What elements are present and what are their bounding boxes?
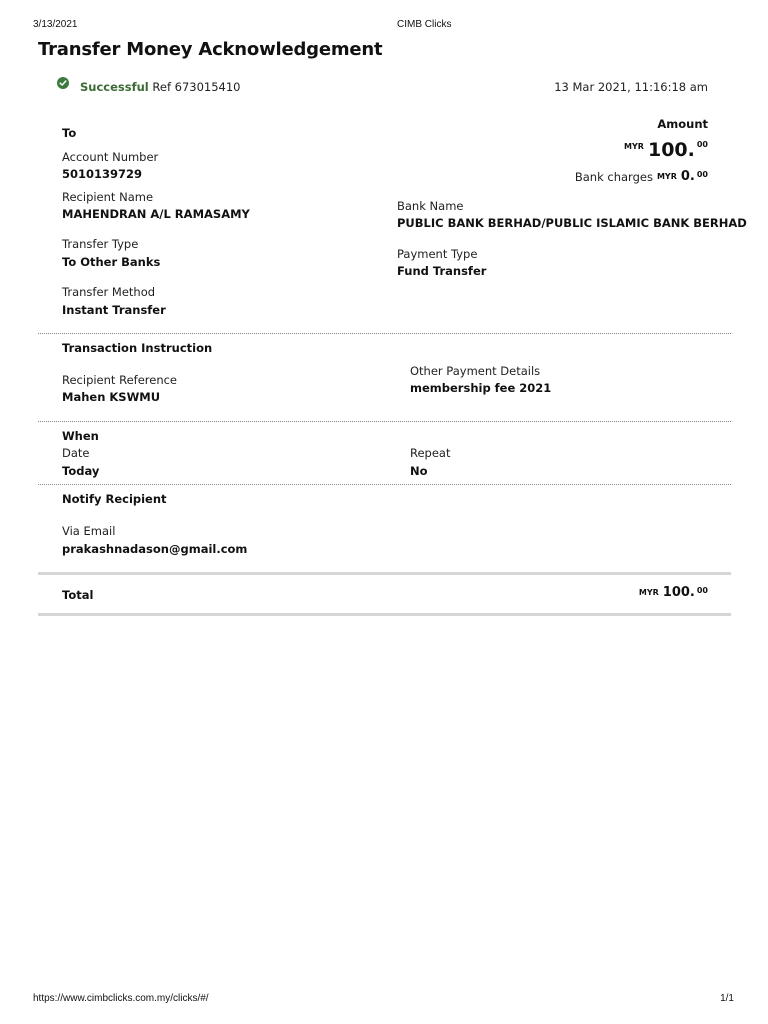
reference-number: Ref 673015410	[152, 80, 241, 94]
print-date: 3/13/2021	[33, 19, 78, 30]
transfer-type-value: To Other Banks	[62, 255, 161, 269]
date-label: Date	[62, 446, 90, 460]
amount-currency: MYR	[624, 142, 644, 151]
amount-cents: 00	[696, 140, 708, 149]
via-email-label: Via Email	[62, 524, 116, 538]
bank-name-value: PUBLIC BANK BERHAD/PUBLIC ISLAMIC BANK BERHAD	[397, 216, 747, 230]
status-badge: Successful	[80, 80, 149, 94]
bank-name-label: Bank Name	[397, 199, 464, 213]
bank-charges-currency: MYR	[656, 172, 677, 181]
repeat-label: Repeat	[410, 446, 451, 460]
total-label: Total	[62, 588, 94, 602]
recipient-name-label: Recipient Name	[62, 190, 154, 204]
transfer-type-label: Transfer Type	[62, 237, 139, 251]
when-heading: When	[62, 429, 99, 443]
instruction-heading: Transaction Instruction	[62, 341, 213, 355]
recipient-email: prakashnadason@gmail.com	[62, 542, 248, 556]
print-page-count: 1/1	[720, 993, 734, 1004]
transfer-method-value: Instant Transfer	[62, 303, 166, 317]
bank-charges-whole: 0.	[680, 169, 695, 184]
total-value	[639, 586, 708, 600]
status-line	[80, 80, 241, 94]
recipient-name-value: MAHENDRAN A/L RAMASAMY	[62, 207, 250, 221]
repeat-value: No	[410, 464, 428, 478]
total-currency: MYR	[638, 588, 659, 597]
print-page-title: CIMB Clicks	[397, 19, 452, 30]
account-number-label: Account Number	[62, 150, 159, 164]
recipient-reference-label: Recipient Reference	[62, 373, 177, 387]
page-title: Transfer Money Acknowledgement	[38, 39, 383, 60]
amount-heading: Amount	[657, 117, 708, 131]
section-divider	[38, 421, 731, 422]
bank-charges-label: Bank charges	[574, 170, 653, 184]
total-divider-top	[38, 572, 731, 575]
transaction-timestamp: 13 Mar 2021, 11:16:18 am	[554, 80, 708, 94]
other-details-label: Other Payment Details	[410, 364, 541, 378]
amount-whole: 100.	[647, 139, 695, 161]
bank-charges-cents: 00	[696, 170, 708, 179]
section-divider	[38, 484, 731, 485]
account-number-value: 5010139729	[62, 167, 143, 181]
payment-type-label: Payment Type	[397, 247, 478, 261]
amount-value	[624, 140, 708, 160]
date-value: Today	[62, 464, 100, 478]
to-heading: To	[62, 126, 77, 140]
payment-type-value: Fund Transfer	[397, 264, 487, 278]
check-circle-icon	[57, 77, 69, 89]
recipient-reference-value: Mahen KSWMU	[62, 390, 161, 404]
transfer-method-label: Transfer Method	[62, 285, 156, 299]
print-url: https://www.cimbclicks.com.my/clicks/#/	[33, 993, 209, 1004]
total-cents: 00	[696, 586, 708, 595]
other-details-value: membership fee 2021	[410, 381, 552, 395]
total-divider-bottom	[38, 613, 731, 616]
bank-charges	[575, 170, 708, 184]
notify-heading: Notify Recipient	[62, 492, 167, 506]
section-divider	[38, 333, 731, 334]
total-whole: 100.	[662, 585, 695, 600]
